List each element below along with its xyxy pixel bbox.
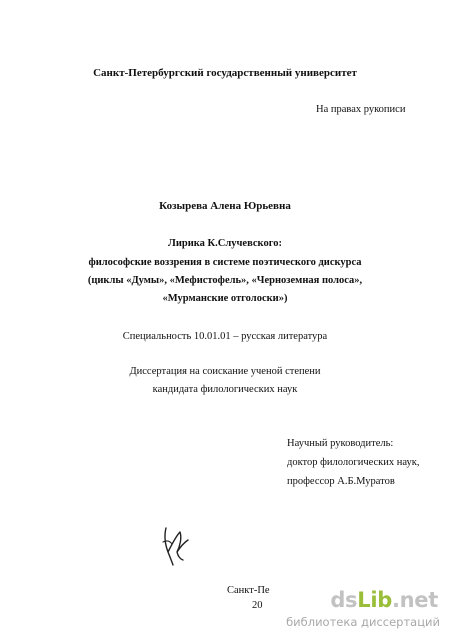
specialty-line: Специальность 10.01.01 – русская литература — [122, 331, 328, 342]
manuscript-note: На правах рукописи — [316, 104, 406, 115]
logo-net-text: .net — [391, 588, 438, 612]
city-line: Санкт-Пе — [227, 585, 270, 596]
dslib-watermark — [270, 586, 450, 636]
university-name: Санкт-Петербургский государственный университет — [93, 67, 357, 79]
logo-lib-text: Lib — [357, 588, 392, 612]
degree-line: Диссертация на соискание ученой степени — [129, 366, 321, 377]
logo-ds-text: ds — [330, 588, 358, 612]
dissertation-title-line: «Мурманские отголоски») — [162, 293, 288, 304]
dissertation-title-line: философские воззрения в системе поэтического дискурса — [88, 257, 362, 268]
advisor-line: профессор А.Б.Муратов — [287, 476, 395, 487]
dissertation-title-line: (циклы «Думы», «Мефистофель», «Черноземная полоса», — [87, 275, 363, 286]
degree-line: кандидата филологических наук — [152, 384, 298, 395]
dslib-tagline: библиотека диссертаций — [286, 615, 440, 629]
advisor-line: Научный руководитель: — [287, 438, 394, 449]
advisor-line: доктор филологических наук, — [287, 457, 420, 468]
dslib-logo — [330, 588, 438, 612]
handwritten-signature — [160, 522, 190, 566]
year-line: 20 — [252, 600, 263, 611]
author-name: Козырева Алена Юрьевна — [159, 200, 291, 212]
dissertation-title-line: Лирика К.Случевского: — [168, 238, 282, 249]
